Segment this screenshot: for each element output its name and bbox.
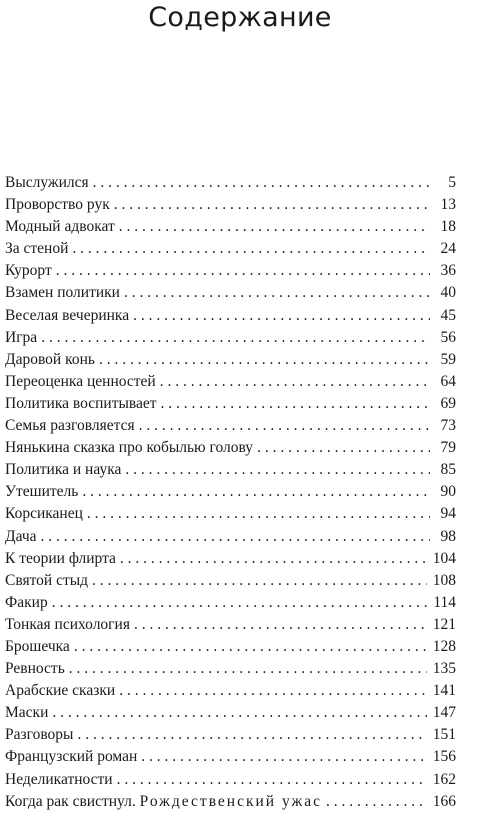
toc-entry-title	[5, 437, 257, 459]
toc-entry[interactable]	[5, 724, 456, 746]
toc-entry[interactable]	[5, 216, 456, 238]
toc-dot-leader	[74, 636, 427, 658]
toc-dot-leader	[41, 327, 430, 349]
toc-dot-leader	[326, 791, 427, 813]
toc-entry-title-text: Семья разговляется	[5, 417, 135, 435]
toc-entry-title	[5, 746, 141, 768]
toc-entry-title-text: Даровой конь	[5, 350, 95, 368]
toc-entry-title-text: Веселая вечеринка	[5, 306, 130, 324]
toc-dot-leader	[52, 592, 428, 614]
toc-entry[interactable]	[5, 526, 456, 548]
toc-entry[interactable]	[5, 371, 456, 393]
toc-entry-page-number: 56	[440, 328, 456, 346]
toc-dot-leader	[99, 349, 430, 371]
toc-entry-page-number: 64	[440, 372, 456, 390]
toc-dot-leader	[82, 481, 430, 503]
toc-entry-title-text: Когда рак свистнул.	[5, 792, 136, 810]
toc-entry-page-number: 73	[440, 417, 456, 435]
toc-entry-page-number: 24	[440, 240, 456, 258]
toc-entry-title-text: Политика воспитывает	[5, 394, 157, 412]
toc-entry-title-text: Разговоры	[5, 726, 74, 744]
toc-entry[interactable]	[5, 636, 456, 658]
toc-entry-title	[5, 260, 56, 282]
toc-entry-page-number: 18	[440, 218, 456, 236]
toc-dot-leader	[119, 680, 427, 702]
toc-entry-title-text: Корсиканец	[5, 505, 83, 523]
toc-dot-leader	[161, 393, 430, 415]
toc-dot-leader	[41, 526, 430, 548]
toc-entry-page-number: 141	[432, 682, 456, 700]
toc-dot-leader	[72, 238, 430, 260]
toc-entry[interactable]	[5, 570, 456, 592]
toc-entry-title	[5, 636, 74, 658]
toc-dot-leader	[117, 769, 427, 791]
toc-dot-leader	[114, 194, 430, 216]
toc-entry-page-number: 13	[440, 196, 456, 214]
toc-entry-title-text: Проворство рук	[5, 196, 110, 214]
toc-entry[interactable]	[5, 305, 456, 327]
toc-entry-page-number: 135	[432, 660, 456, 678]
toc-entry[interactable]	[5, 769, 456, 791]
toc-entry-title	[5, 791, 326, 813]
toc-entry-page-number: 104	[432, 549, 456, 567]
toc-entry-title	[5, 570, 92, 592]
toc-entry[interactable]	[5, 260, 456, 282]
toc-entry-page-number: 108	[432, 571, 456, 589]
toc-entry-title-text: Святой стыд	[5, 571, 89, 589]
toc-entry-page-number: 94	[440, 505, 456, 523]
toc-entry[interactable]	[5, 702, 456, 724]
toc-entry-subtitle: Рождественский ужас	[139, 792, 322, 810]
toc-dot-leader	[133, 305, 430, 327]
toc-entry[interactable]	[5, 437, 456, 459]
toc-entry-title-text: Французский роман	[5, 748, 138, 766]
toc-entry[interactable]	[5, 614, 456, 636]
toc-entry[interactable]	[5, 393, 456, 415]
toc-entry-page-number: 90	[440, 483, 456, 501]
toc-entry-title-text: Взамен политики	[5, 284, 120, 302]
toc-entry-title-text: Выслужился	[5, 174, 89, 191]
toc-entry-title	[5, 238, 72, 260]
toc-dot-leader	[52, 702, 426, 724]
toc-entry-title	[5, 327, 41, 349]
toc-entry-title	[5, 503, 87, 525]
toc-dot-leader	[77, 724, 426, 746]
toc-entry-title	[5, 592, 52, 614]
toc-entry-title-text: Политика и наука	[5, 461, 122, 479]
toc-entry-title	[5, 526, 41, 548]
toc-dot-leader	[119, 216, 430, 238]
toc-entry-title-text: Факир	[5, 593, 48, 611]
toc-entry-title	[5, 769, 117, 791]
toc-entry[interactable]	[5, 658, 456, 680]
toc-entry-page-number: 166	[432, 792, 456, 810]
toc-entry-page-number: 156	[432, 748, 456, 766]
toc-entry[interactable]	[5, 238, 456, 260]
toc-entry-page-number: 128	[432, 637, 456, 655]
toc-entry[interactable]	[5, 746, 456, 768]
toc-entry-page-number: 121	[432, 615, 456, 633]
toc-entry-title	[5, 481, 82, 503]
toc-entry-title-text: Тонкая психология	[5, 615, 130, 633]
toc-entry-title	[5, 658, 69, 680]
toc-dot-leader	[56, 260, 430, 282]
toc-entry-title	[5, 393, 161, 415]
toc-entry-title-text: Маски	[5, 704, 49, 722]
toc-entry-title	[5, 548, 120, 570]
toc-entry-title	[5, 194, 114, 216]
toc-entry-title-text: Игра	[5, 328, 38, 346]
toc-entry-title	[5, 282, 124, 304]
toc-entry-title-text: Курорт	[5, 262, 52, 280]
toc-entry[interactable]	[5, 680, 456, 702]
toc-entry-page-number: 151	[432, 726, 456, 744]
toc-dot-leader	[139, 415, 430, 437]
toc-entry-title	[5, 680, 119, 702]
toc-entry-title	[5, 371, 160, 393]
toc-entry-page-number: 79	[440, 439, 456, 457]
toc-dot-leader	[141, 746, 426, 768]
table-of-contents	[5, 172, 456, 813]
toc-entry[interactable]	[5, 349, 456, 371]
toc-dot-leader	[120, 548, 427, 570]
toc-entry-title-text: Переоценка ценностей	[5, 372, 156, 390]
toc-entry-title	[5, 459, 125, 481]
toc-entry-page-number: 98	[440, 527, 456, 545]
toc-entry-title-text: Утешитель	[5, 483, 79, 501]
toc-entry[interactable]	[5, 548, 456, 570]
toc-dot-leader	[87, 503, 430, 525]
toc-entry[interactable]	[5, 592, 456, 614]
toc-entry-title-text: Нянькина сказка про кобылью голову	[5, 439, 254, 457]
toc-dot-leader	[93, 172, 430, 194]
toc-entry-title-text: Ревность	[5, 660, 65, 678]
toc-entry[interactable]	[5, 791, 456, 813]
toc-entry-page-number: 5	[448, 174, 456, 191]
toc-entry-page-number: 36	[440, 262, 456, 280]
toc-entry-title-text: Неделикатности	[5, 770, 113, 788]
toc-entry-page-number: 147	[432, 704, 456, 722]
toc-dot-leader	[92, 570, 427, 592]
toc-entry-title-text: Дача	[5, 527, 37, 545]
toc-dot-leader	[257, 437, 430, 459]
toc-entry[interactable]	[5, 481, 456, 503]
toc-dot-leader	[134, 614, 427, 636]
toc-entry[interactable]	[5, 282, 456, 304]
toc-entry-page-number: 45	[440, 306, 456, 324]
toc-entry-title	[5, 614, 134, 636]
toc-entry-page-number: 59	[440, 350, 456, 368]
toc-entry[interactable]	[5, 459, 456, 481]
toc-entry-page-number: 69	[440, 394, 456, 412]
toc-entry-title	[5, 172, 93, 194]
toc-entry[interactable]	[5, 503, 456, 525]
toc-entry[interactable]	[5, 327, 456, 349]
toc-entry-page-number: 85	[440, 461, 456, 479]
toc-dot-leader	[69, 658, 427, 680]
toc-entry-title-text: За стеной	[5, 240, 69, 258]
toc-dot-leader	[124, 282, 430, 304]
toc-dot-leader	[160, 371, 430, 393]
toc-entry-title-text: Брошечка	[5, 637, 70, 655]
page-title: Содержание	[148, 2, 332, 33]
toc-entry-title-text: К теории флирта	[5, 549, 116, 567]
toc-entry-title-text: Модный адвокат	[5, 218, 115, 236]
toc-entry-page-number: 40	[440, 284, 456, 302]
toc-entry[interactable]	[5, 194, 456, 216]
toc-dot-leader	[125, 459, 430, 481]
toc-entry-title	[5, 415, 139, 437]
toc-entry[interactable]	[5, 415, 456, 437]
toc-entry-title-text: Арабские сказки	[5, 682, 116, 700]
toc-entry-title	[5, 702, 52, 724]
toc-entry-title	[5, 216, 119, 238]
toc-entry-page-number: 162	[432, 770, 456, 788]
toc-entry-title	[5, 349, 99, 371]
toc-entry[interactable]	[5, 172, 456, 194]
toc-entry-title	[5, 724, 77, 746]
toc-entry-title	[5, 305, 133, 327]
toc-entry-page-number: 114	[433, 593, 456, 611]
